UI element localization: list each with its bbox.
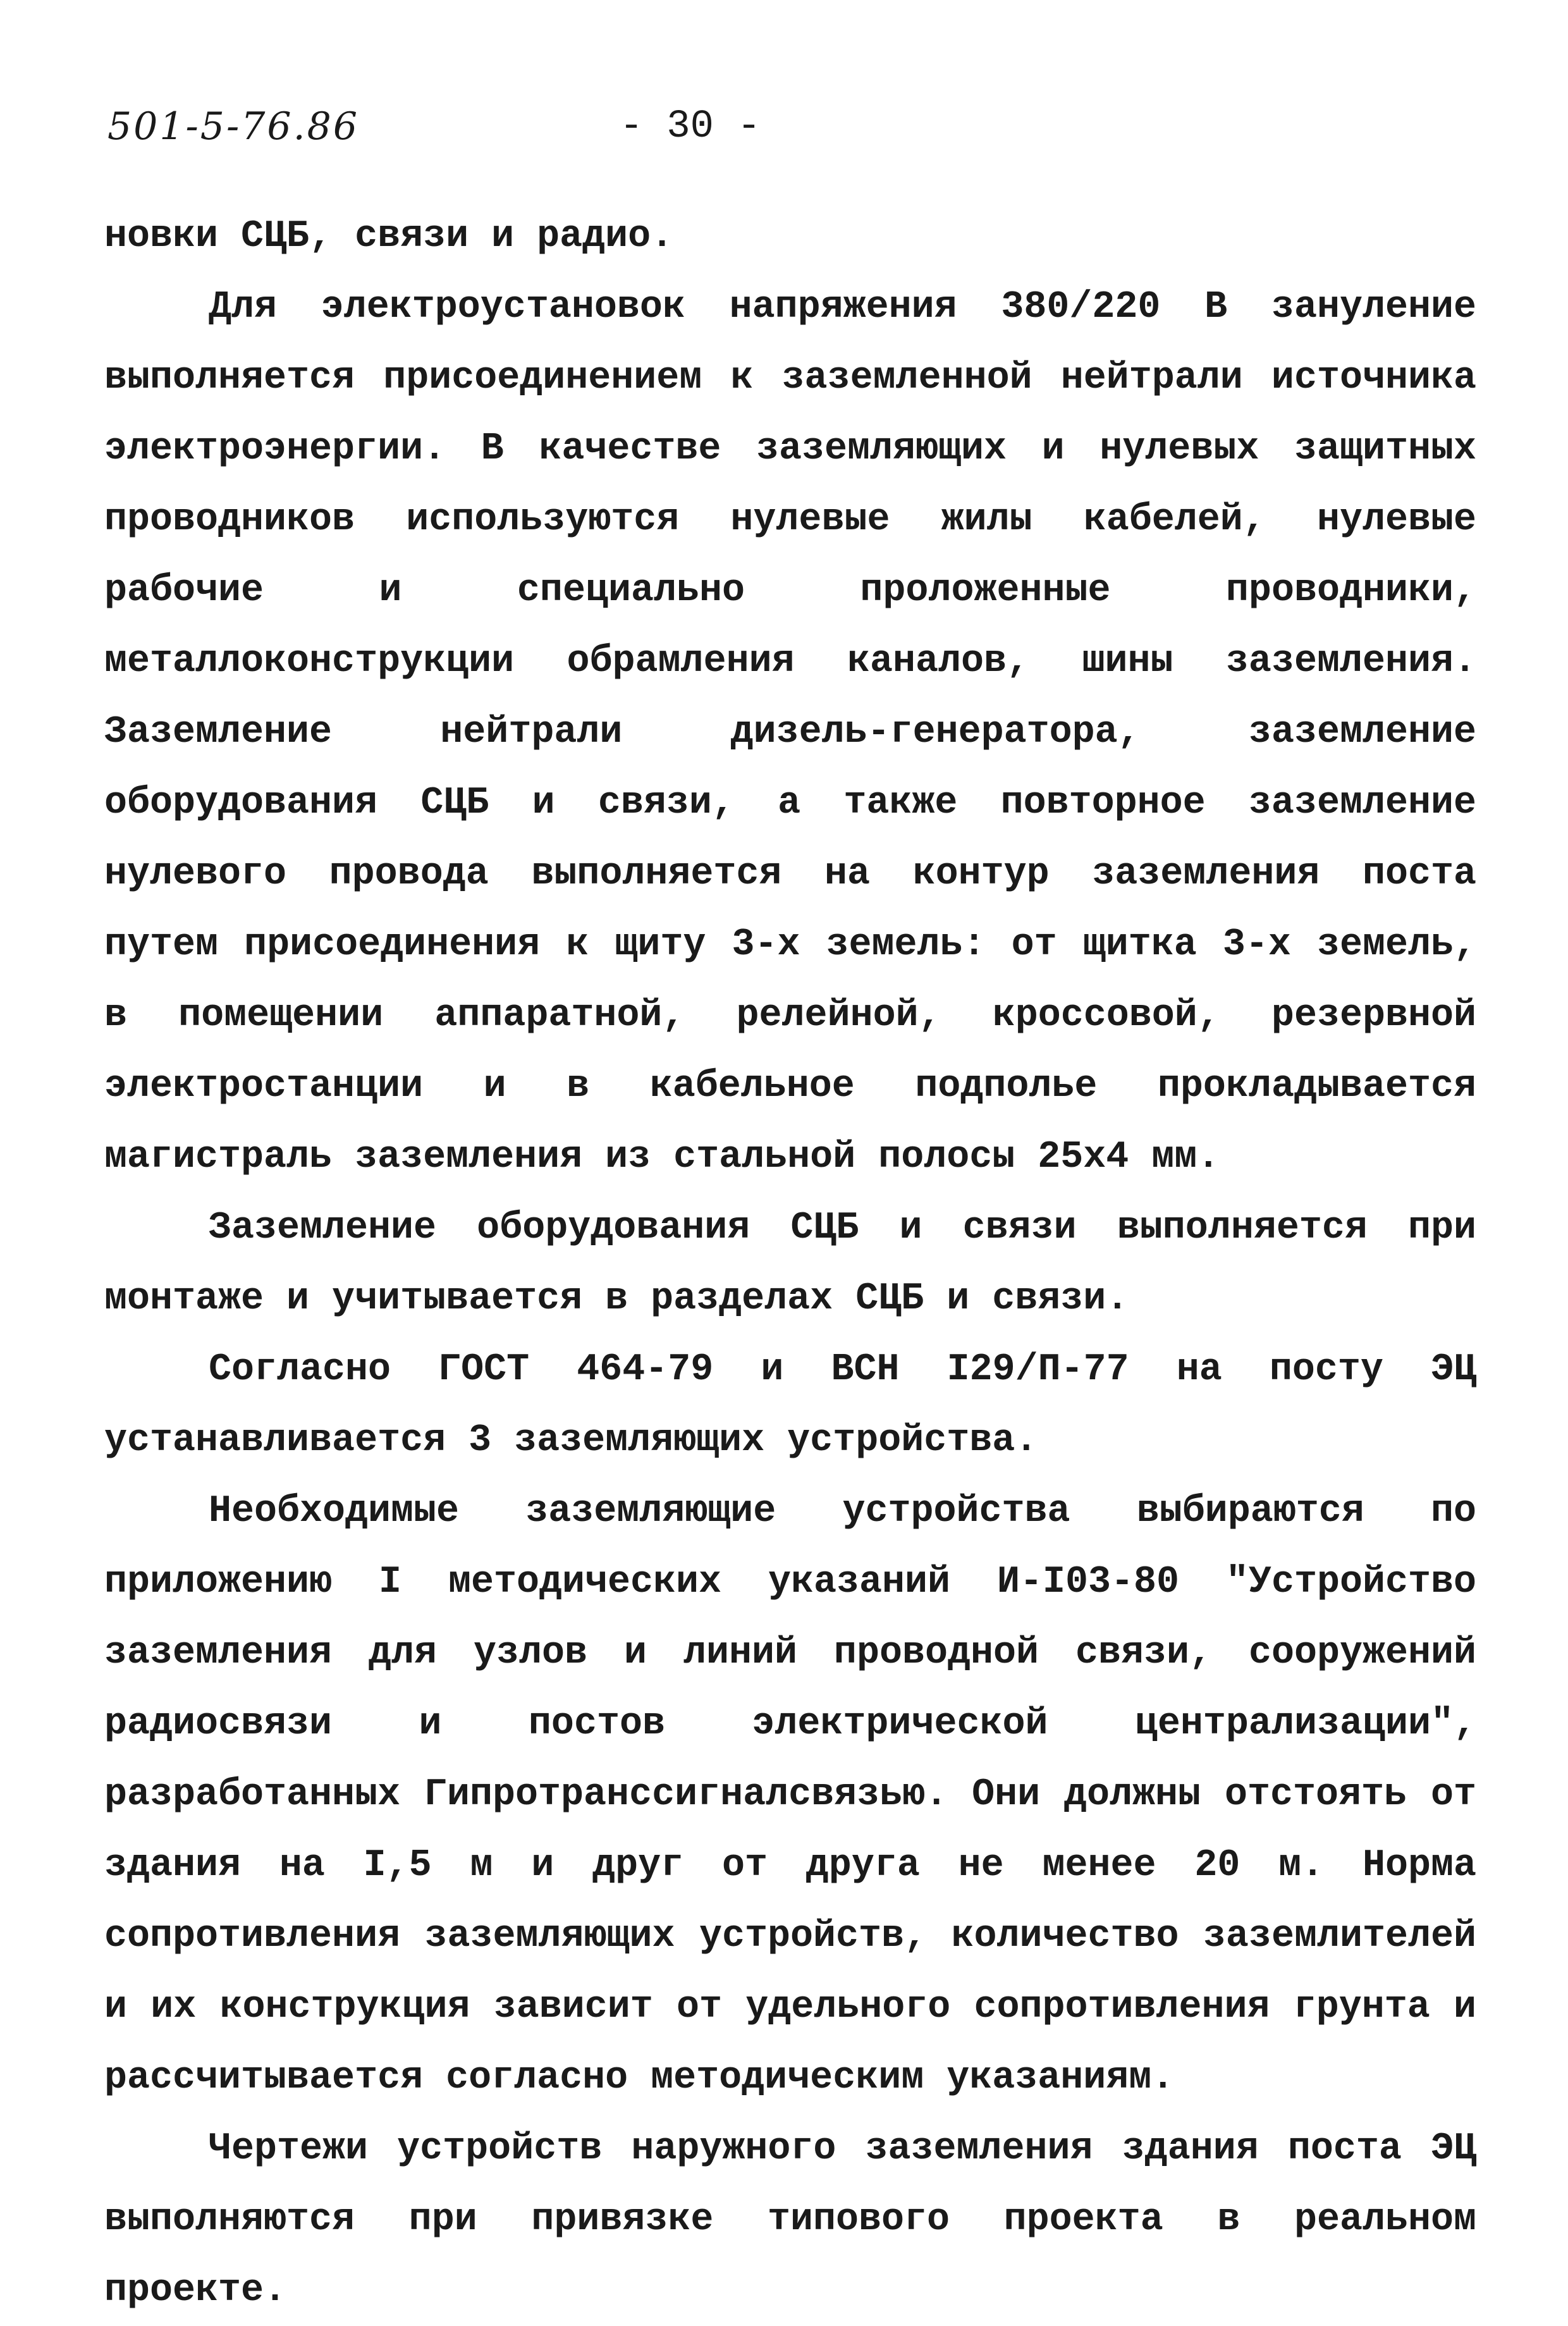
paragraph-grounding-neutral: Для электроустановок напряжения 380/220 В зануление выполняется присоединением к заземленной нейтрали источника электроэнергии. В качестве заземляющих и нулевых защитных проводников используются нулевые жилы кабелей, нулевые рабочие и специально проложенные проводники, металлоконструкции обрамления каналов, шины заземления. Заземление нейтрали дизель-генератора, заземление оборудования СЦБ и связи, а также повторное заземление нулевого провода выполняется на контур заземления поста путем присоединения к щиту 3-х земель: от щитка 3-х земель, в помещении аппаратной, релейной, кроссовой, резервной электростанции и в кабельное подполье прокладывается магистраль заземления из стальной полосы 25х4 мм. xyxy=(104,286,1476,1179)
paragraph-gost-requirement: Согласно ГОСТ 464-79 и ВСН I29/П-77 на посту ЭЦ устанавливается 3 заземляющих устройства. xyxy=(104,1348,1476,1462)
paragraph-equipment-grounding: Заземление оборудования СЦБ и связи выполняется при монтаже и учитывается в разделах СЦБ и связи. xyxy=(104,1207,1476,1320)
paragraph-continuation: новки СЦБ, связи и радио. xyxy=(104,215,674,258)
paragraph-grounding-devices: Необходимые заземляющие устройства выбираются по приложению I методических указаний И-I03-80 "Устройство заземления для узлов и линий проводной связи, сооружений радиосвязи и постов электрической централизации", разработанных Гипротранссигналсвязью. Они должны отстоять от здания на I,5 м и друг от друга не менее 20 м. Норма сопротивления заземляющих устройств, количество заземлителей и их конструкция зависит от удельного сопротивления грунта и рассчитывается согласно методическим указаниям. xyxy=(104,1490,1476,2100)
paragraph-drawings: Чертежи устройств наружного заземления здания поста ЭЦ выполняются при привязке типового проекта в реальном проекте. xyxy=(104,2127,1476,2312)
body-text xyxy=(104,201,1476,2326)
page-number: - 30 - xyxy=(620,104,761,149)
document-code: 501-5-76.86 xyxy=(107,104,360,149)
